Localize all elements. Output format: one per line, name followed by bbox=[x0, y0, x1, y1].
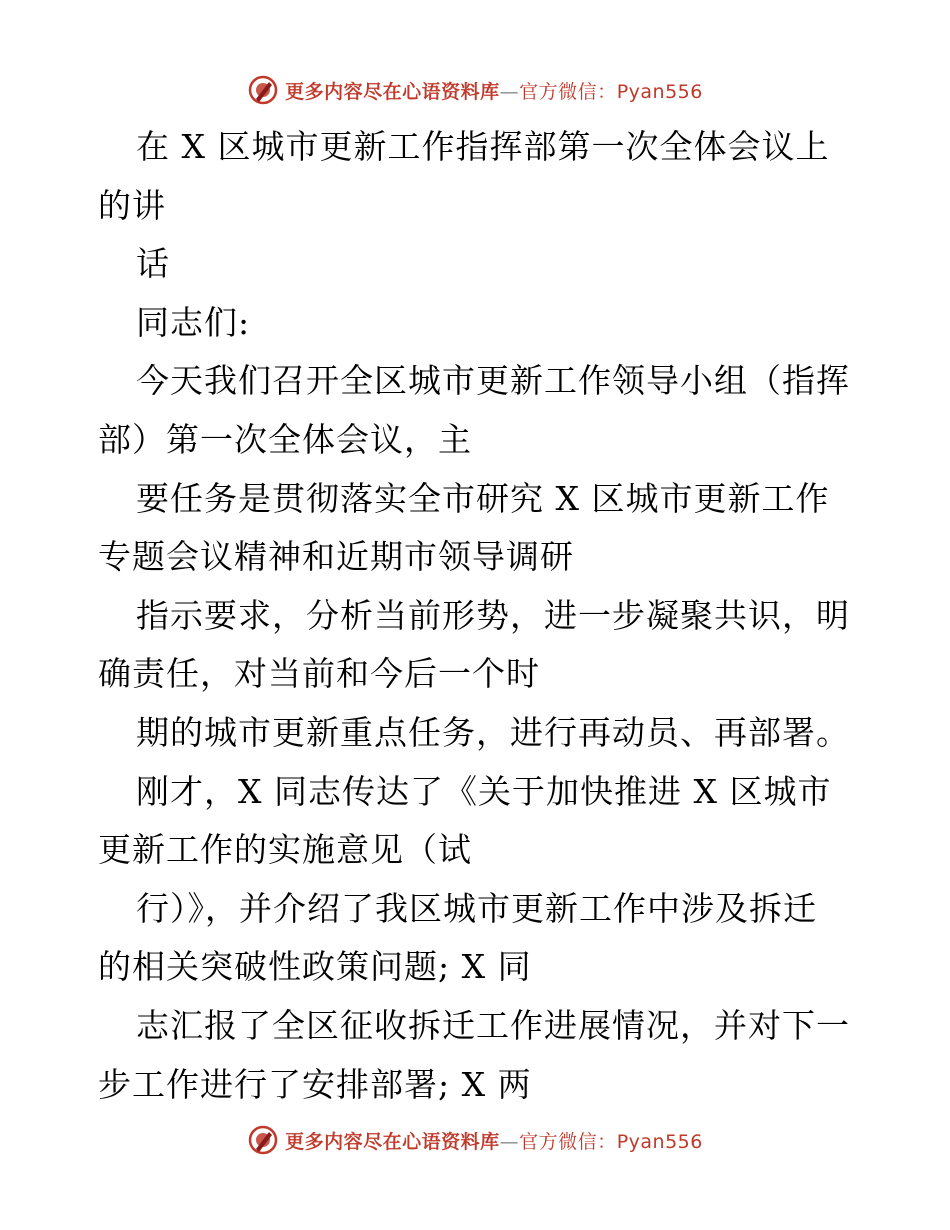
text-line: 话 bbox=[136, 244, 170, 284]
watermark-label: 官方微信： bbox=[519, 1130, 617, 1153]
watermark-account: Pyan556 bbox=[616, 80, 703, 103]
text-line: 部）第一次全体会议，主 bbox=[98, 419, 472, 459]
watermark-banner-bottom bbox=[0, 1120, 950, 1160]
document-body bbox=[98, 118, 858, 1114]
watermark-label: 官方微信： bbox=[519, 80, 617, 103]
text-line: 刚才，X 同志传达了《关于加快推进 X 区城市 bbox=[136, 771, 832, 811]
watermark-main-text: 更多内容尽在心语资料库 bbox=[285, 1130, 500, 1153]
text-line: 步工作进行了安排部署; X 两 bbox=[98, 1064, 532, 1104]
text-line: 行）》，并介绍了我区城市更新工作中涉及拆迁 bbox=[136, 888, 817, 928]
text-line: 期的城市更新重点任务，进行再动员、再部署。 bbox=[136, 712, 850, 752]
text-line: 专题会议精神和近期市领导调研 bbox=[98, 537, 574, 577]
watermark-separator: — bbox=[499, 80, 520, 103]
text-line: 要任务是贯彻落实全市研究 X 区城市更新工作 bbox=[136, 478, 830, 518]
text-line: 确责任，对当前和今后一个时 bbox=[98, 654, 540, 694]
pen-seal-logo-icon bbox=[247, 74, 279, 106]
text-line: 的相关突破性政策问题; X 同 bbox=[98, 947, 532, 987]
watermark-main-text: 更多内容尽在心语资料库 bbox=[285, 80, 500, 103]
text-line: 的讲 bbox=[98, 185, 166, 225]
salutation: 同志们: bbox=[136, 302, 251, 342]
text-line: 更新工作的实施意见（试 bbox=[98, 830, 472, 870]
watermark-banner-top bbox=[0, 70, 950, 110]
watermark-account: Pyan556 bbox=[616, 1130, 703, 1153]
pen-seal-logo-icon bbox=[247, 1124, 279, 1156]
watermark-separator: — bbox=[499, 1130, 520, 1153]
text-line: 指示要求，分析当前形势，进一步凝聚共识，明 bbox=[136, 595, 850, 635]
text-line: 志汇报了全区征收拆迁工作进展情况，并对下一 bbox=[136, 1005, 850, 1045]
text-line: 在 X 区城市更新工作指挥部第一次全体会议上 bbox=[136, 127, 830, 166]
text-line: 今天我们召开全区城市更新工作领导小组（指挥 bbox=[136, 361, 850, 401]
